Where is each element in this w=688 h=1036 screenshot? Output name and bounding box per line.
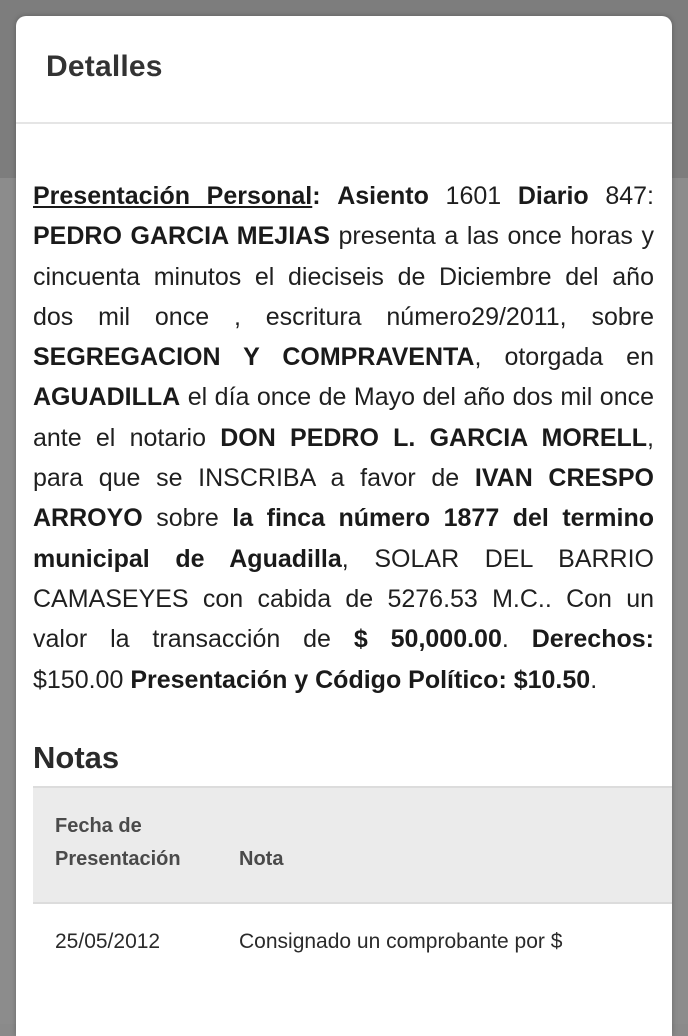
- modal-body: [16, 124, 672, 964]
- details-segment: el día once de Mayo del año dos mil once ante el notario: [33, 383, 654, 452]
- transaction-value: $ 50,000.00: [353, 625, 502, 654]
- label-colon: :: [312, 182, 321, 210]
- note-text: Consignado un comprobante por $: [217, 903, 672, 964]
- details-segment: presenta a las once horas y cincuenta minutos el dieciseis de Diciembre del año dos mil once , escritura número29/2011, sobre: [33, 222, 654, 331]
- diario-value: 847: [605, 182, 648, 210]
- column-header-fecha[interactable]: Fecha de Presentación: [55, 814, 181, 870]
- asiento-label: Asiento: [337, 182, 429, 210]
- modal-title: Detalles: [46, 50, 163, 83]
- details-segment: , para que se INSCRIBA a favor de: [33, 423, 654, 493]
- derechos-label: Derechos:: [531, 625, 654, 654]
- modal-header: [16, 16, 672, 124]
- deed-type: SEGREGACION Y COMPRAVENTA: [33, 343, 475, 372]
- beneficiary-name: IVAN CRESPO ARROYO: [33, 464, 654, 533]
- derechos-value: $150.00: [33, 665, 124, 694]
- details-modal: [16, 16, 672, 1036]
- note-date: 25/05/2012: [33, 903, 217, 964]
- details-segment: .: [501, 625, 509, 654]
- notes-title: Notas: [33, 739, 120, 775]
- presentation-label: Presentación Personal: [33, 182, 313, 210]
- notes-table-header: [33, 787, 672, 903]
- asiento-value: 1601: [445, 182, 502, 210]
- diario-label: Diario: [517, 182, 589, 210]
- presentation-fee: Presentación y Código Político: $10.50: [130, 665, 591, 694]
- presenter-name: PEDRO GARCIA MEJIAS: [33, 222, 330, 251]
- details-text: Presentación Personal: Asiento 1601 Diario 847: PEDRO GARCIA MEJIAS presenta a las once horas y cincuenta minutos el dieciseis de Diciembre del año dos mil once , escritura número29/2011, sobre SEGREGACION Y COMPRAVENTA, otorgada en AGUADILLA el día once de Mayo del año dos mil once ante el notario DON PEDRO L. GARCIA MORELL, para que se INSCRIBA a favor de IVAN CRESPO ARROYO sobre la finca número 1877 del termino municipal de Aguadilla, SOLAR DEL BARRIO CAMASEYES con cabida de 5276.53 M.C.. Con un valor la transacción de $ 50,000.00. Derechos: $150.00 Presentación y Código Político: $10.50.: [33, 182, 655, 694]
- details-segment: sobre: [156, 504, 219, 533]
- table-row: [33, 903, 672, 964]
- notary-name: DON PEDRO L. GARCIA MORELL: [220, 423, 648, 452]
- deed-place: AGUADILLA: [33, 383, 181, 412]
- property-description: la finca número 1877 del termino municipal de Aguadilla: [33, 504, 655, 573]
- details-segment: , SOLAR DEL BARRIO CAMASEYES con cabida de 5276.53 M.C.. Con un valor la transacción de: [33, 544, 654, 654]
- details-segment: .: [590, 665, 598, 694]
- notes-table: [33, 786, 672, 964]
- details-segment: , otorgada en: [474, 343, 654, 372]
- column-header-nota[interactable]: Nota: [239, 847, 284, 870]
